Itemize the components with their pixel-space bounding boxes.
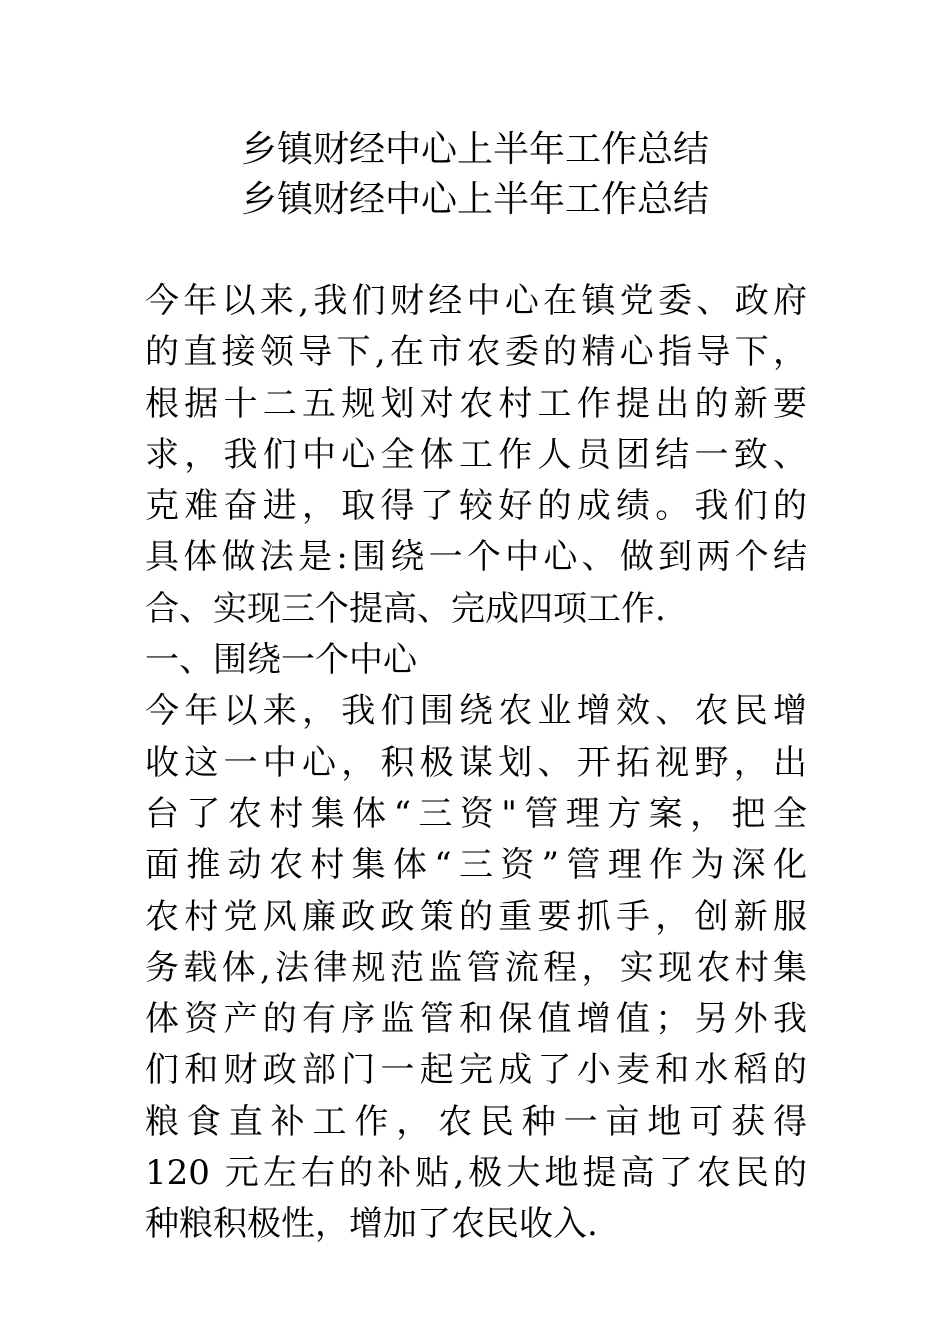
text-line: 合、实现三个提高、完成四项工作. <box>145 588 666 629</box>
text-line: 120 元左右的补贴,极大地提高了农民的 <box>145 1153 807 1194</box>
paragraph-intro <box>145 276 807 635</box>
document-title: 乡镇财经中心上半年工作总结 <box>240 129 709 170</box>
text-line: 种粮积极性，增加了农民收入. <box>145 1204 598 1245</box>
text-line: 们和财政部门一起完成了小麦和水稻的 <box>145 1050 807 1091</box>
text-line: 求，我们中心全体工作人员团结一致、 <box>145 434 807 475</box>
text-line: 今年以来,我们财经中心在镇党委、政府 <box>145 281 807 321</box>
section-heading: 一、围绕一个中心 <box>145 640 417 681</box>
document-subtitle: 乡镇财经中心上半年工作总结 <box>240 179 709 220</box>
text-line: 根据十二五规划对农村工作提出的新要 <box>145 383 807 424</box>
text-line: 克难奋进，取得了较好的成绩。我们的 <box>145 486 807 527</box>
text-line: 今年以来，我们围绕农业增效、农民增 <box>145 691 807 732</box>
text-line: 农村党风廉政政策的重要抓手，创新服 <box>145 896 807 937</box>
text-line: 的直接领导下,在市农委的精心指导下， <box>145 332 807 373</box>
document-body <box>145 276 807 1251</box>
text-line: 台了农村集体“三资"管理方案，把全 <box>145 793 807 834</box>
text-line: 体资产的有序监管和保值增值；另外我 <box>145 999 807 1040</box>
text-line: 务载体,法律规范监管流程，实现农村集 <box>145 947 807 988</box>
text-line: 粮食直补工作，农民种一亩地可获得 <box>145 1101 807 1142</box>
text-line: 收这一中心，积极谋划、开拓视野，出 <box>145 742 807 783</box>
text-line: 具体做法是:围绕一个中心、做到两个结 <box>145 537 807 578</box>
paragraph-section-1 <box>145 686 807 1250</box>
text-line: 面推动农村集体“三资”管理作为深化 <box>145 845 807 886</box>
